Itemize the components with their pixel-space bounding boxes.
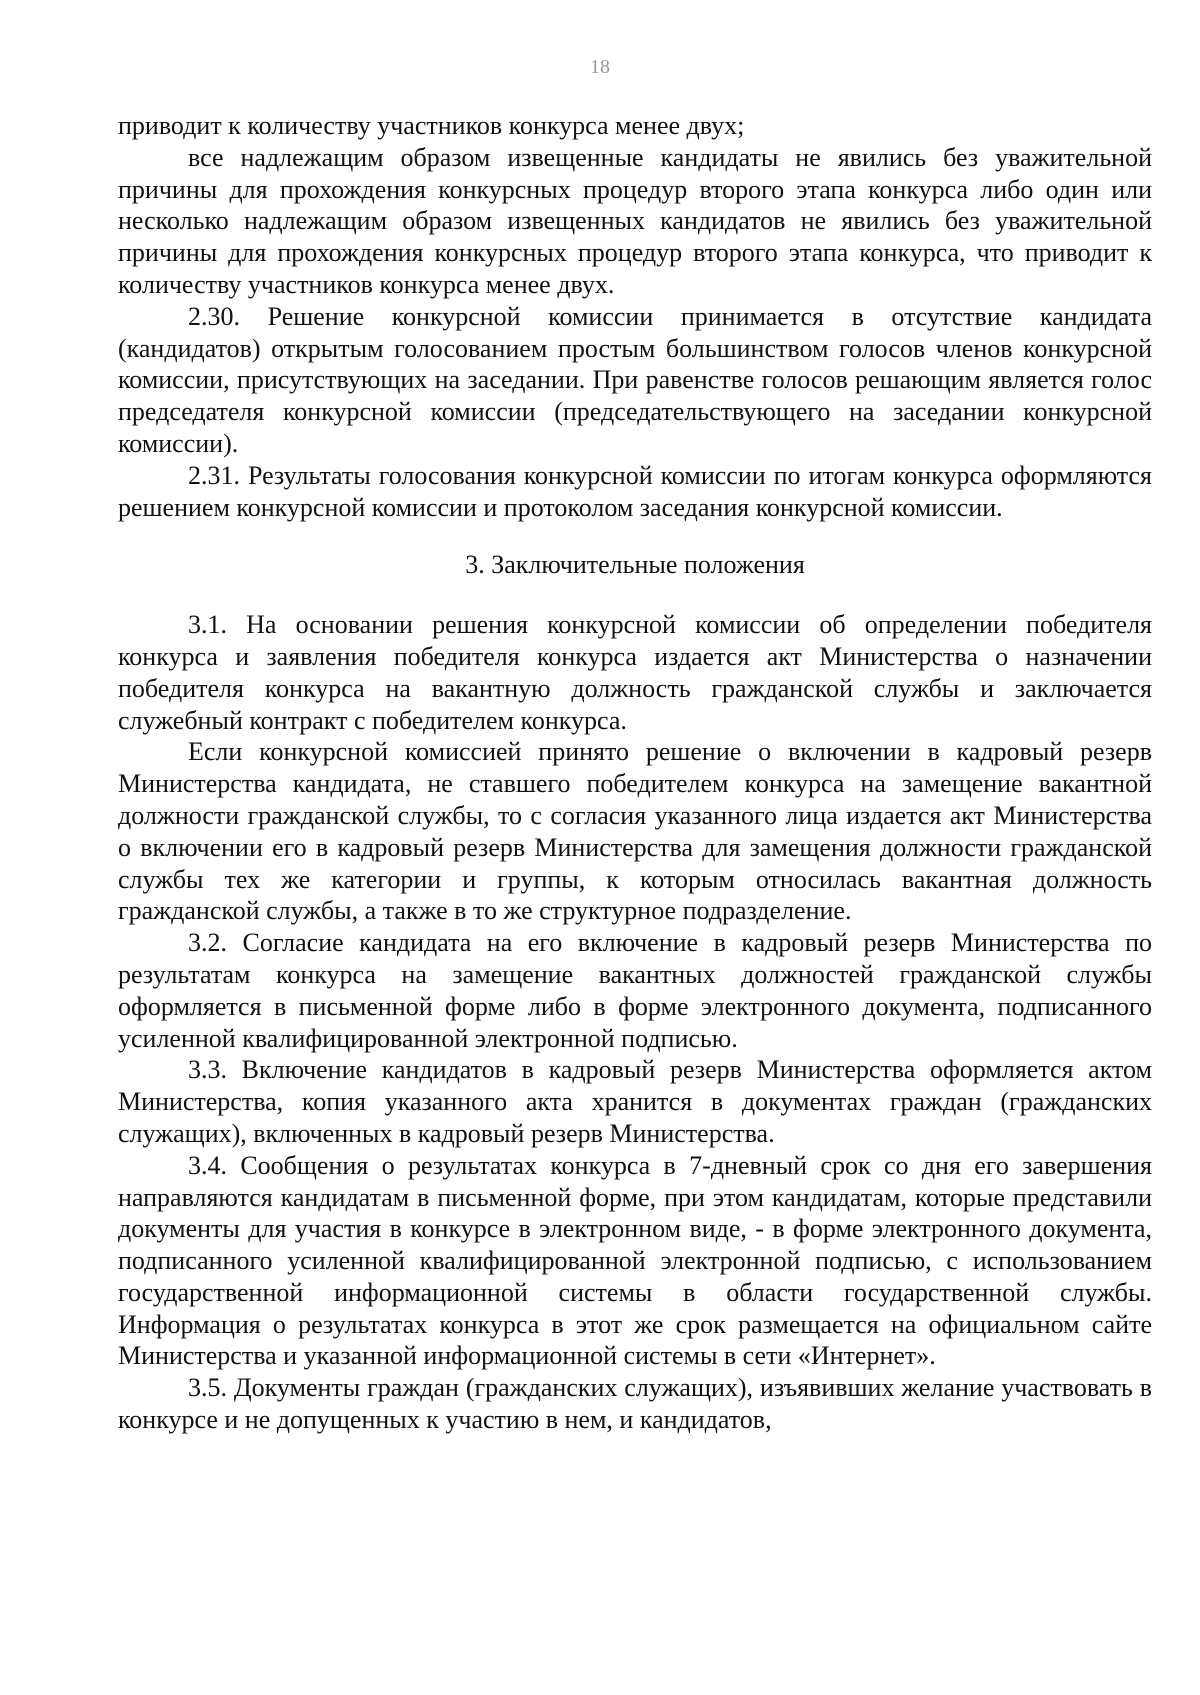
paragraph-3-2: 3.2. Согласие кандидата на его включение в кадровый резерв Министерства по результатам конкурса на замещение вакантных должностей гражданской службы оформляется в письменной форме либо в форме электронного документа, подписанного усиленной квалифицированной электронной подписью. [118,928,1152,1053]
paragraph-3-3: 3.3. Включение кандидатов в кадровый резерв Министерства оформляется актом Министерства, копия указанного акта хранится в документах граждан (гражданских служащих), включенных в кадровый резерв Министерства. [118,1055,1152,1148]
paragraph: все надлежащим образом извещенные кандидаты не явились без уважительной причины для прохождения конкурсных процедур второго этапа конкурса либо один или несколько надлежащим образом извещенных кандидатов не явились без уважительной причины для прохождения конкурсных процедур второго этапа конкурса, что приводит к количеству участников конкурса менее двух. [118,142,1152,299]
section-heading: 3. Заключительные положения [465,550,805,580]
paragraph: Если конкурсной комиссией принято решение о включении в кадровый резерв Министерства кандидата, не ставшего победителем конкурса на замещение вакантной должности гражданской службы, то с согласия указанного лица издается акт Министерства о включении его в кадровый резерв Министерства для замещения должности гражданской службы тех же категории и группы, к которым относилась вакантная должность гражданской службы, а также в то же структурное подразделение. [118,737,1152,926]
paragraph-3-4: 3.4. Сообщения о результатах конкурса в 7-дневный срок со дня его завершения направляются кандидатам в письменной форме, при этом кандидатам, которые представили документы для участия в конкурсе в электронном виде, - в форме электронного документа, подписанного усиленной квалифицированной электронной подписью, с использованием государственной информационной системы в области государственной службы. Информация о результатах конкурса в этот же срок размещается на официальном сайте Министерства и указанной информационной системы в сети «Интернет». [118,1150,1152,1371]
document-body [118,110,1152,1436]
page-number: 18 [590,56,610,78]
paragraph-3-5: 3.5. Документы граждан (гражданских служащих), изъявивших желание участвовать в конкурсе и не допущенных к участию в нем, и кандидатов, [118,1373,1152,1435]
paragraph-2-30: 2.30. Решение конкурсной комиссии принимается в отсутствие кандидата (кандидатов) открытым голосованием простым большинством голосов членов конкурсной комиссии, присутствующих на заседании. При равенстве голосов решающим является голос председателя конкурсной комиссии (председательствующего на заседании конкурсной комиссии). [118,301,1152,458]
paragraph-3-1: 3.1. На основании решения конкурсной комиссии об определении победителя конкурса и заявления победителя конкурса издается акт Министерства о назначении победителя конкурса на вакантную должность гражданской службы и заключается служебный контракт с победителем конкурса. [118,610,1152,735]
paragraph-2-31: 2.31. Результаты голосования конкурсной комиссии по итогам конкурса оформляются решением конкурсной комиссии и протоколом заседания конкурсной комиссии. [118,460,1152,522]
paragraph: приводит к количеству участников конкурса менее двух; [118,111,745,140]
